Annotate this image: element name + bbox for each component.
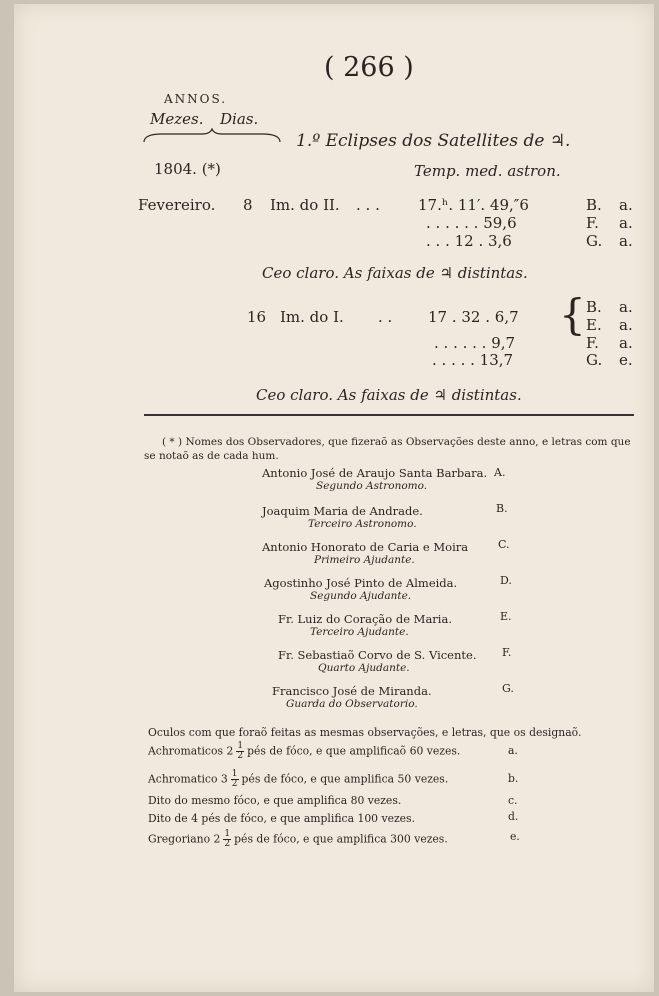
observer-letter: G. bbox=[502, 682, 514, 695]
obs1-observer: F. bbox=[586, 214, 599, 232]
footnote-intro-cont: se notaõ as de cada hum. bbox=[144, 450, 279, 462]
time-column-label: Temp. med. astron. bbox=[414, 162, 561, 180]
lens-desc-start: Gregoriano 2 bbox=[148, 832, 221, 846]
obs1-observer: G. bbox=[586, 232, 603, 250]
obs1-instrument: a. bbox=[619, 214, 633, 232]
obs1-time: . . . . . . 59,6 bbox=[426, 214, 517, 232]
obs2-event: Im. do I. bbox=[280, 308, 344, 326]
lens-desc-start: Achromaticos 2 bbox=[148, 744, 234, 758]
lens-line: Dito do mesmo fóco, e que amplifica 80 vezes. bbox=[148, 794, 402, 807]
obs2-day: 16 bbox=[247, 308, 267, 326]
fraction bbox=[236, 742, 244, 761]
obs1-instrument: a. bbox=[619, 232, 633, 250]
footnote-intro: ( * ) Nomes dos Observadores, que fizeraõ as Observações deste anno, e letras com que bbox=[162, 436, 631, 448]
observer-letter: F. bbox=[502, 646, 512, 659]
obs1-event: Im. do II. bbox=[270, 196, 340, 214]
observer-name: Fr. Luiz do Coração de Maria. bbox=[278, 612, 452, 626]
observer-role: Segundo Astronomo. bbox=[316, 480, 428, 492]
observer-role: Terceiro Ajudante. bbox=[310, 626, 409, 638]
obs2-instrument: a. bbox=[619, 316, 633, 334]
observer-name: Antonio Honorato de Caria e Moira bbox=[262, 540, 469, 554]
obs2-instrument: e. bbox=[619, 351, 633, 369]
obs1-instrument: a. bbox=[619, 196, 633, 214]
observer-letter: A. bbox=[494, 466, 506, 479]
obs1-day: 8 bbox=[243, 196, 253, 214]
obs2-dots: . . bbox=[378, 308, 393, 326]
observer-letter: B. bbox=[496, 502, 508, 515]
fraction-numerator: 1 bbox=[224, 829, 231, 839]
header-brace bbox=[142, 128, 282, 144]
obs2-observer: E. bbox=[586, 316, 602, 334]
lens-intro: Oculos com que foraõ feitas as mesmas observações, e letras, que os designaõ. bbox=[148, 726, 582, 739]
obs1-sky-note: Ceo claro. As faixas de ♃ distintas. bbox=[262, 264, 528, 282]
observer-brace: { bbox=[559, 290, 586, 339]
lens-letter: d. bbox=[508, 810, 519, 823]
observer-role: Segundo Ajudante. bbox=[310, 590, 412, 602]
obs2-time: . . . . . 13,7 bbox=[432, 351, 514, 369]
page-number: ( 266 ) bbox=[324, 52, 414, 83]
lens-desc-end: pés de fóco, e que amplificaõ 60 vezes. bbox=[247, 744, 461, 758]
section-title: 1.º Eclipses dos Satellites de ♃. bbox=[296, 131, 571, 151]
obs2-observer: G. bbox=[586, 351, 603, 369]
fraction bbox=[223, 830, 231, 849]
lens-desc-end: pés de fóco, e que amplifica 50 vezes. bbox=[241, 772, 449, 786]
observer-role: Terceiro Astronomo. bbox=[308, 518, 417, 530]
lens-line: Dito de 4 pés de fóco, e que amplifica 100 vezes. bbox=[148, 812, 416, 825]
obs1-dots: . . . bbox=[356, 196, 380, 214]
obs2-time: . . . . . . 9,7 bbox=[434, 334, 516, 352]
obs1-month: Fevereiro. bbox=[138, 196, 216, 214]
lens-letter: c. bbox=[508, 794, 518, 807]
obs1-time: 17.ʰ. 11′. 49,″6 bbox=[418, 196, 529, 214]
lens-line bbox=[148, 830, 448, 849]
observer-name: Joaquim Maria de Andrade. bbox=[262, 504, 423, 518]
obs1-time: . . . 12 . 3,6 bbox=[426, 232, 512, 250]
observer-letter: C. bbox=[498, 538, 510, 551]
observer-role: Guarda do Observatorio. bbox=[286, 698, 418, 710]
fraction-numerator: 1 bbox=[231, 769, 238, 779]
lens-line bbox=[148, 742, 460, 761]
fraction-denominator: 2 bbox=[237, 751, 244, 761]
annos-label: ANNOS. bbox=[164, 92, 228, 106]
observer-role: Quarto Ajudante. bbox=[318, 662, 410, 674]
obs2-observer: F. bbox=[586, 334, 599, 352]
lens-letter: b. bbox=[508, 772, 519, 785]
observer-letter: E. bbox=[500, 610, 512, 623]
dias-label: Dias. bbox=[220, 110, 259, 128]
lens-letter: a. bbox=[508, 744, 518, 757]
lens-letter: e. bbox=[510, 830, 520, 843]
fraction-denominator: 2 bbox=[224, 839, 231, 849]
obs2-observer: B. bbox=[586, 298, 602, 316]
observer-name: Antonio José de Araujo Santa Barbara. bbox=[262, 466, 488, 480]
obs2-time: 17 . 32 . 6,7 bbox=[428, 308, 519, 326]
obs2-instrument: a. bbox=[619, 334, 633, 352]
obs2-instrument: a. bbox=[619, 298, 633, 316]
section-divider bbox=[144, 414, 634, 416]
observer-name: Agostinho José Pinto de Almeida. bbox=[264, 576, 458, 590]
mezes-label: Mezes. bbox=[150, 110, 204, 128]
fraction-numerator: 1 bbox=[237, 741, 244, 751]
observer-name: Fr. Sebastiaõ Corvo de S. Vicente. bbox=[278, 648, 477, 662]
observer-role: Primeiro Ajudante. bbox=[314, 554, 415, 566]
observer-letter: D. bbox=[500, 574, 512, 587]
obs1-observer: B. bbox=[586, 196, 602, 214]
fraction-denominator: 2 bbox=[231, 779, 238, 789]
year-label: 1804. (*) bbox=[154, 160, 221, 178]
observer-name: Francisco José de Miranda. bbox=[272, 684, 432, 698]
lens-desc-start: Achromatico 3 bbox=[148, 772, 228, 786]
lens-line bbox=[148, 770, 448, 789]
obs2-sky-note: Ceo claro. As faixas de ♃ distintas. bbox=[256, 386, 522, 404]
book-page bbox=[14, 4, 654, 992]
lens-desc-end: pés de fóco, e que amplifica 300 vezes. bbox=[234, 832, 448, 846]
fraction bbox=[231, 770, 239, 789]
